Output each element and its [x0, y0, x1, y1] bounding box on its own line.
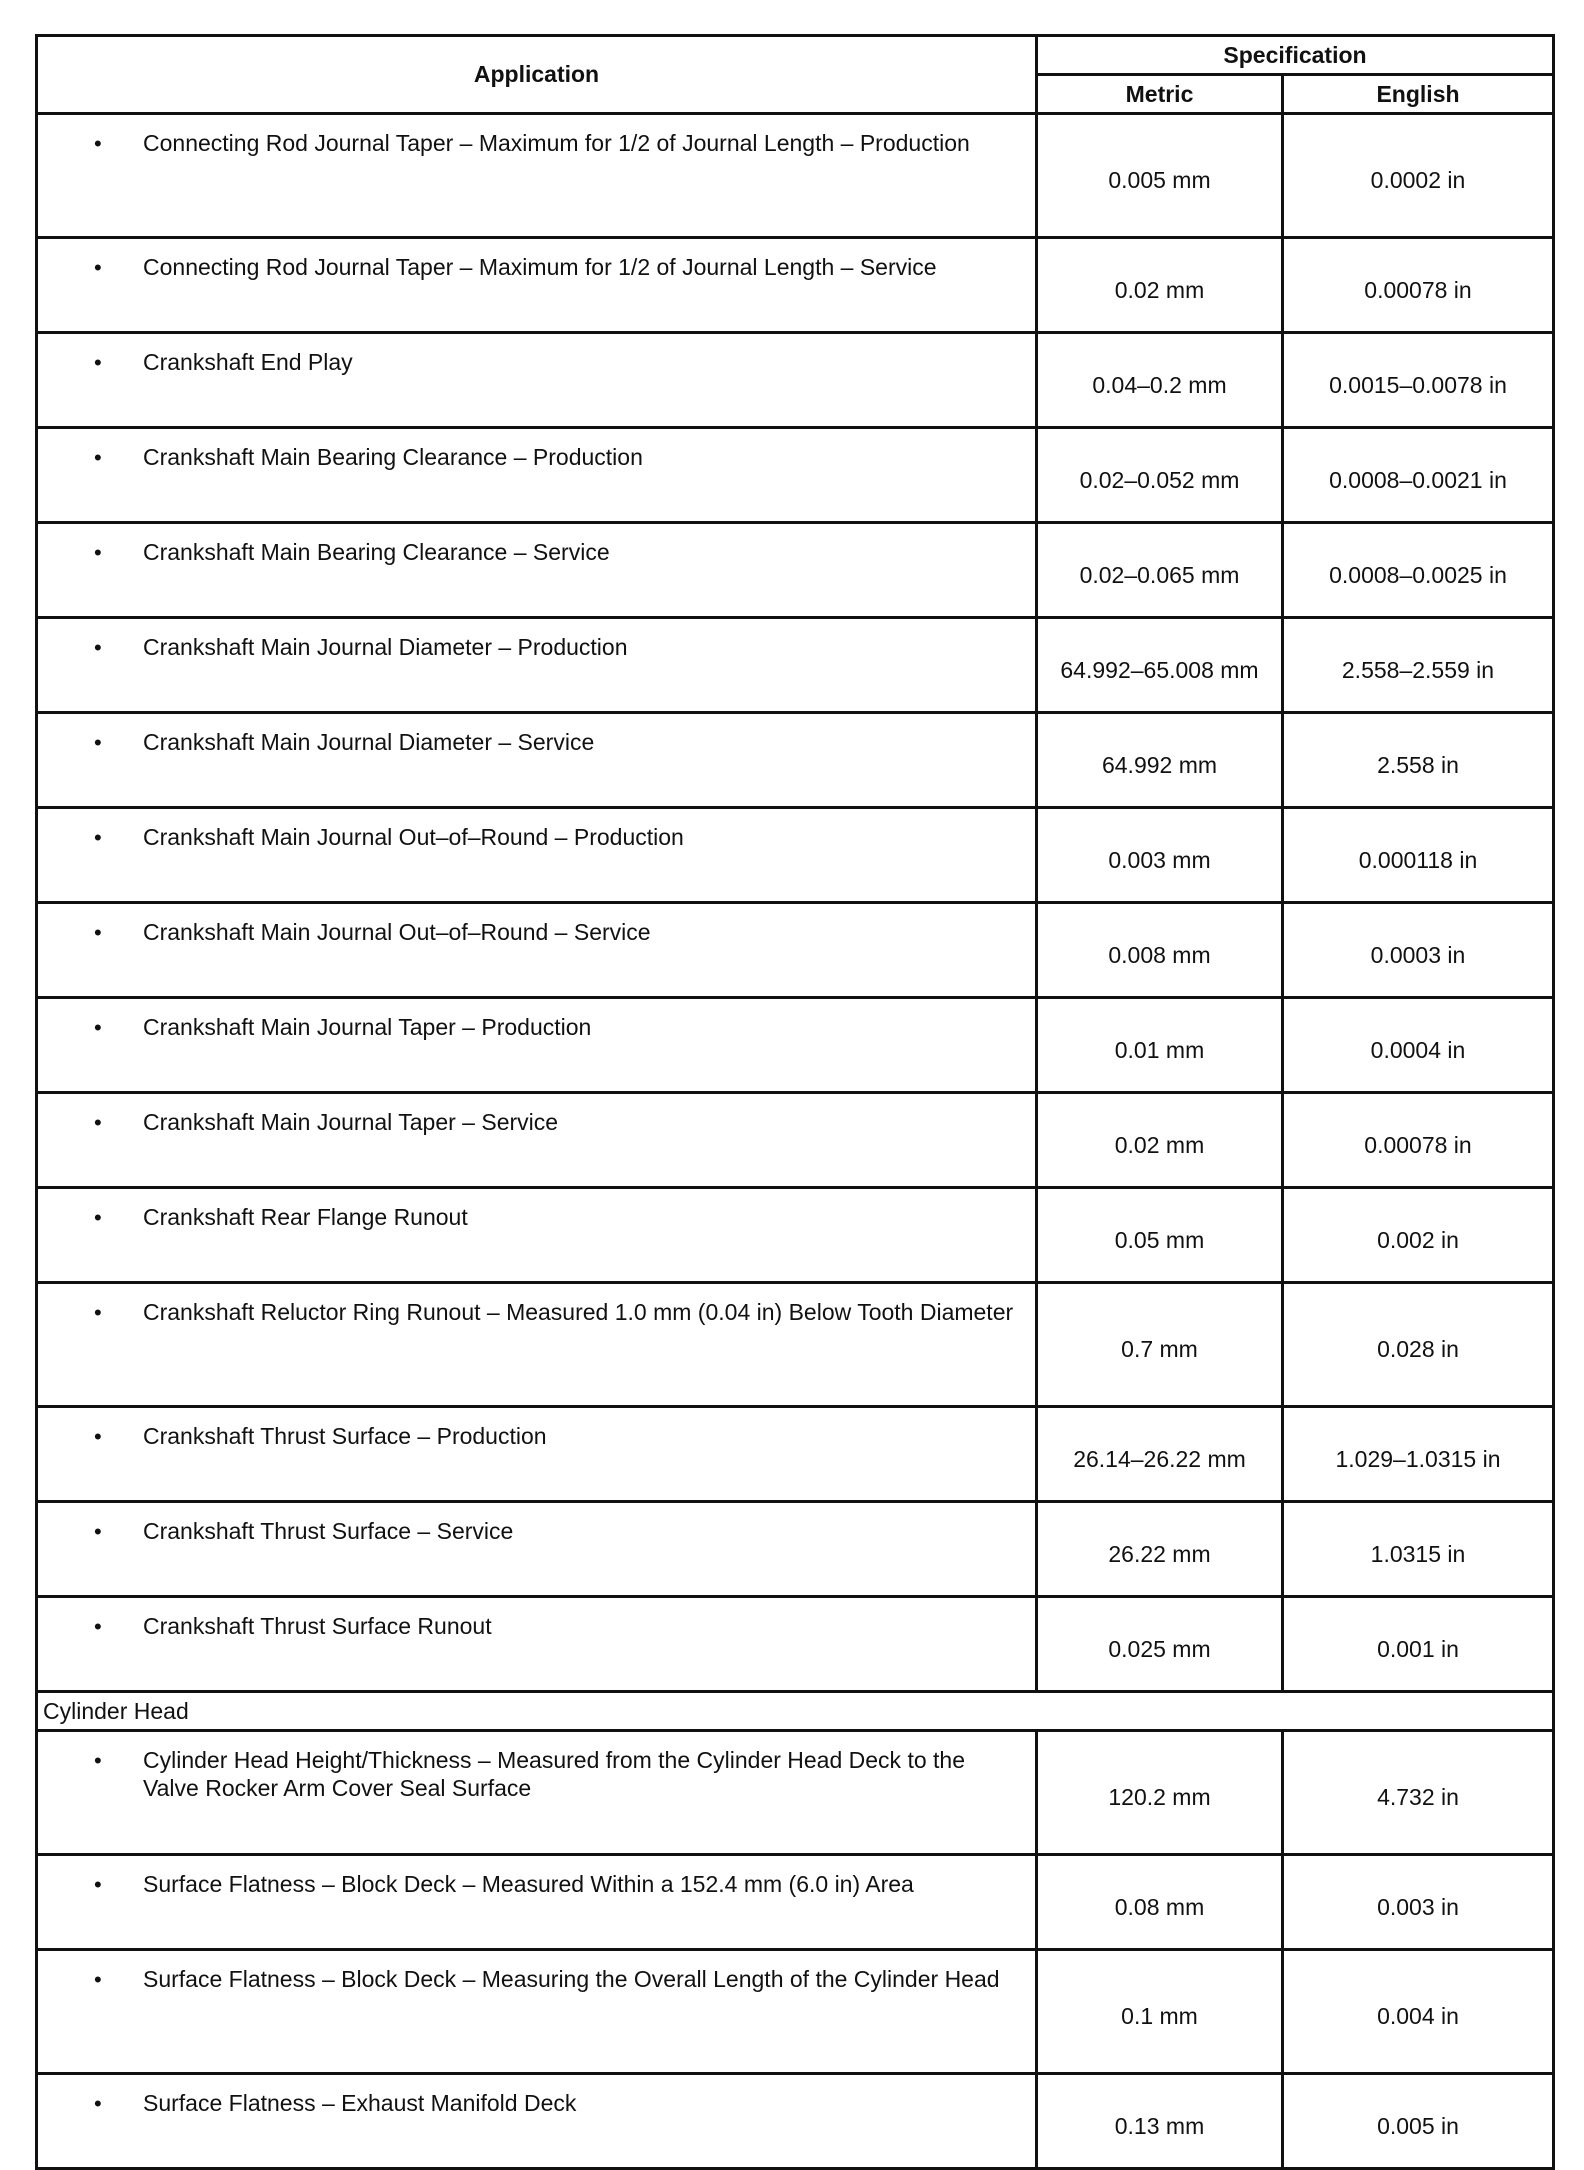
- application-cell: [37, 238, 1037, 333]
- application-text: Surface Flatness – Exhaust Manifold Deck: [143, 2090, 577, 2116]
- application-text: Crankshaft Rear Flange Runout: [143, 1204, 468, 1230]
- english-value: 0.002 in: [1283, 1188, 1554, 1283]
- bullet-icon: •: [94, 1205, 102, 1230]
- english-value: 1.029–1.0315 in: [1283, 1407, 1554, 1502]
- bullet-icon: •: [94, 445, 102, 470]
- metric-value: 0.02 mm: [1037, 1093, 1283, 1188]
- metric-value: 64.992–65.008 mm: [1037, 618, 1283, 713]
- metric-value: 26.14–26.22 mm: [1037, 1407, 1283, 1502]
- application-cell: [37, 1731, 1037, 1855]
- table-row: [37, 1283, 1554, 1407]
- english-value: 0.0003 in: [1283, 903, 1554, 998]
- application-text: Connecting Rod Journal Taper – Maximum for 1/2 of Journal Length – Service: [143, 254, 937, 280]
- metric-value: 120.2 mm: [1037, 1731, 1283, 1855]
- bullet-icon: •: [94, 1300, 102, 1325]
- table-row: [37, 333, 1554, 428]
- english-value: 0.0008–0.0021 in: [1283, 428, 1554, 523]
- application-cell: [37, 808, 1037, 903]
- application-cell: [37, 903, 1037, 998]
- application-text: Crankshaft Main Journal Diameter – Production: [143, 634, 628, 660]
- table-row: [37, 1093, 1554, 1188]
- metric-value: 0.025 mm: [1037, 1597, 1283, 1692]
- table-row: [37, 1731, 1554, 1855]
- english-value: 0.005 in: [1283, 2074, 1554, 2169]
- application-cell: [37, 1188, 1037, 1283]
- english-value: 0.00078 in: [1283, 238, 1554, 333]
- bullet-icon: •: [94, 255, 102, 280]
- specification-header: Specification: [1037, 36, 1554, 75]
- application-text: Crankshaft Main Bearing Clearance – Production: [143, 444, 643, 470]
- table-row: [37, 1188, 1554, 1283]
- application-text: Crankshaft Reluctor Ring Runout – Measured 1.0 mm (0.04 in) Below Tooth Diameter: [143, 1299, 1014, 1325]
- metric-value: 0.003 mm: [1037, 808, 1283, 903]
- table-row: [37, 1407, 1554, 1502]
- metric-value: 0.1 mm: [1037, 1950, 1283, 2074]
- application-text: Crankshaft End Play: [143, 349, 353, 375]
- table-row: [37, 238, 1554, 333]
- table-row: [37, 903, 1554, 998]
- application-text: Crankshaft Main Journal Out–of–Round – Production: [143, 824, 684, 850]
- table-row: [37, 114, 1554, 238]
- table-row: [37, 2074, 1554, 2169]
- bullet-icon: •: [94, 825, 102, 850]
- english-value: 1.0315 in: [1283, 1502, 1554, 1597]
- application-text: Connecting Rod Journal Taper – Maximum for 1/2 of Journal Length – Production: [143, 130, 970, 156]
- bullet-icon: •: [94, 1015, 102, 1040]
- application-cell: [37, 2074, 1037, 2169]
- english-value: 0.0004 in: [1283, 998, 1554, 1093]
- english-value: 0.00078 in: [1283, 1093, 1554, 1188]
- application-cell: [37, 713, 1037, 808]
- application-cell: [37, 114, 1037, 238]
- table-row: [37, 1855, 1554, 1950]
- metric-value: 0.008 mm: [1037, 903, 1283, 998]
- table-row: [37, 1597, 1554, 1692]
- metric-value: 0.13 mm: [1037, 2074, 1283, 2169]
- table-row: [37, 618, 1554, 713]
- metric-value: 0.01 mm: [1037, 998, 1283, 1093]
- english-value: 2.558 in: [1283, 713, 1554, 808]
- table-body: [37, 114, 1554, 2169]
- application-cell: [37, 618, 1037, 713]
- application-cell: [37, 998, 1037, 1093]
- metric-value: 0.08 mm: [1037, 1855, 1283, 1950]
- english-value: 0.003 in: [1283, 1855, 1554, 1950]
- application-text: Crankshaft Thrust Surface – Production: [143, 1423, 547, 1449]
- application-cell: [37, 428, 1037, 523]
- bullet-icon: •: [94, 920, 102, 945]
- section-row: [37, 1692, 1554, 1731]
- specification-table: [35, 34, 1555, 2170]
- english-value: 0.0002 in: [1283, 114, 1554, 238]
- bullet-icon: •: [94, 2091, 102, 2116]
- table-row: [37, 523, 1554, 618]
- bullet-icon: •: [94, 635, 102, 660]
- application-text: Surface Flatness – Block Deck – Measured Within a 152.4 mm (6.0 in) Area: [143, 1871, 914, 1897]
- english-header: English: [1283, 75, 1554, 114]
- application-text: Crankshaft Main Journal Taper – Production: [143, 1014, 592, 1040]
- metric-value: 26.22 mm: [1037, 1502, 1283, 1597]
- bullet-icon: •: [94, 350, 102, 375]
- bullet-icon: •: [94, 1872, 102, 1897]
- table-row: [37, 713, 1554, 808]
- table-row: [37, 1502, 1554, 1597]
- english-value: 0.0015–0.0078 in: [1283, 333, 1554, 428]
- metric-value: 64.992 mm: [1037, 713, 1283, 808]
- application-cell: [37, 1502, 1037, 1597]
- english-value: 2.558–2.559 in: [1283, 618, 1554, 713]
- application-text: Crankshaft Main Journal Taper – Service: [143, 1109, 559, 1135]
- application-text: Crankshaft Thrust Surface – Service: [143, 1518, 514, 1544]
- bullet-icon: •: [94, 1519, 102, 1544]
- bullet-icon: •: [94, 730, 102, 755]
- bullet-icon: •: [94, 540, 102, 565]
- bullet-icon: •: [94, 1614, 102, 1639]
- table-row: [37, 428, 1554, 523]
- application-text: Crankshaft Main Bearing Clearance – Service: [143, 539, 610, 565]
- application-cell: [37, 523, 1037, 618]
- english-value: 0.001 in: [1283, 1597, 1554, 1692]
- english-value: 0.028 in: [1283, 1283, 1554, 1407]
- table-row: [37, 1950, 1554, 2074]
- english-value: 4.732 in: [1283, 1731, 1554, 1855]
- metric-value: 0.7 mm: [1037, 1283, 1283, 1407]
- metric-value: 0.04–0.2 mm: [1037, 333, 1283, 428]
- application-cell: [37, 1283, 1037, 1407]
- application-cell: [37, 1950, 1037, 2074]
- bullet-icon: •: [94, 131, 102, 156]
- application-text: Crankshaft Main Journal Out–of–Round – Service: [143, 919, 651, 945]
- section-title: Cylinder Head: [37, 1692, 1554, 1731]
- metric-value: 0.02–0.052 mm: [1037, 428, 1283, 523]
- metric-value: 0.005 mm: [1037, 114, 1283, 238]
- application-text: Surface Flatness – Block Deck – Measuring the Overall Length of the Cylinder Head: [143, 1966, 1000, 1992]
- table-row: [37, 808, 1554, 903]
- application-header: Application: [37, 36, 1037, 114]
- application-text: Cylinder Head Height/Thickness – Measured from the Cylinder Head Deck to the Valve Rocker Arm Cover Seal Surface: [143, 1747, 965, 1801]
- application-cell: [37, 1855, 1037, 1950]
- metric-header: Metric: [1037, 75, 1283, 114]
- application-cell: [37, 1407, 1037, 1502]
- metric-value: 0.02–0.065 mm: [1037, 523, 1283, 618]
- application-text: Crankshaft Thrust Surface Runout: [143, 1613, 492, 1639]
- english-value: 0.000118 in: [1283, 808, 1554, 903]
- metric-value: 0.05 mm: [1037, 1188, 1283, 1283]
- english-value: 0.0008–0.0025 in: [1283, 523, 1554, 618]
- english-value: 0.004 in: [1283, 1950, 1554, 2074]
- table-row: [37, 998, 1554, 1093]
- application-cell: [37, 1093, 1037, 1188]
- application-text: Crankshaft Main Journal Diameter – Service: [143, 729, 595, 755]
- bullet-icon: •: [94, 1748, 102, 1773]
- bullet-icon: •: [94, 1110, 102, 1135]
- metric-value: 0.02 mm: [1037, 238, 1283, 333]
- application-cell: [37, 1597, 1037, 1692]
- application-cell: [37, 333, 1037, 428]
- bullet-icon: •: [94, 1967, 102, 1992]
- bullet-icon: •: [94, 1424, 102, 1449]
